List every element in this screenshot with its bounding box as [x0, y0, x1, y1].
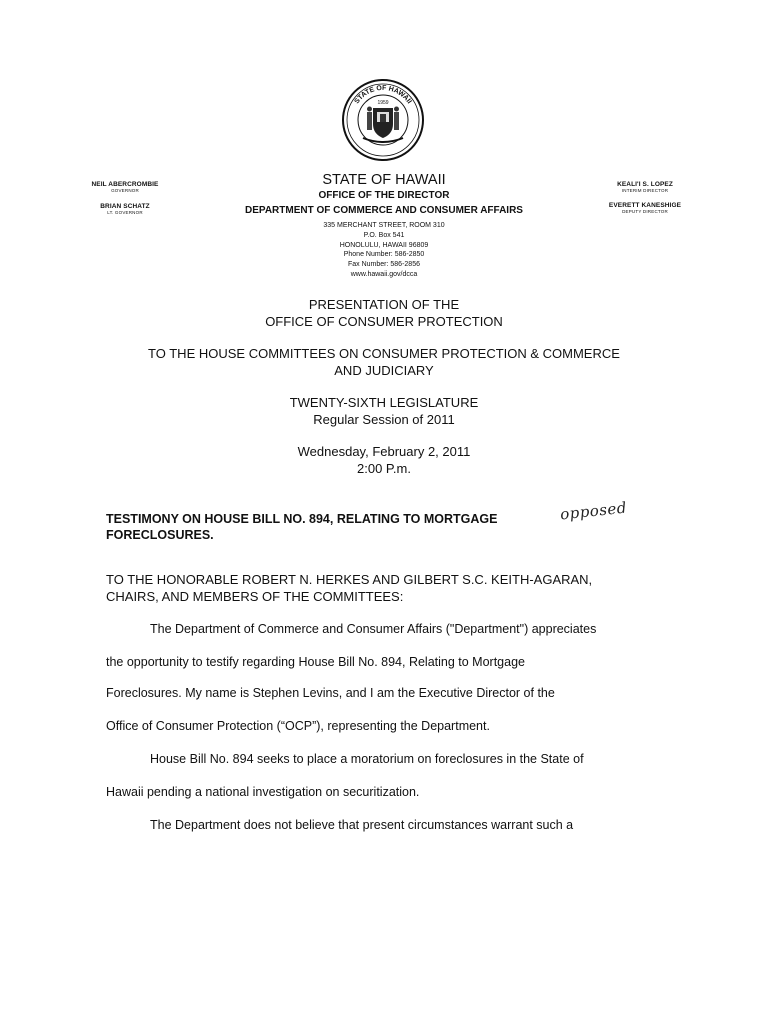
- address-line: Phone Number: 586-2850: [343, 251, 425, 259]
- address-line: Fax Number: 586-2856: [348, 261, 420, 269]
- body-line: Office of Consumer Protection (“OCP”), representing the Department.: [106, 719, 490, 733]
- department-name: DEPARTMENT OF COMMERCE AND CONSUMER AFFAIRS: [245, 205, 523, 216]
- hearing-block: [234, 444, 534, 477]
- lt-governor-block: [70, 203, 180, 215]
- governor-block: [70, 181, 180, 193]
- legislature-heading: [234, 395, 534, 428]
- presentation-line: OFFICE OF CONSUMER PROTECTION: [265, 313, 503, 329]
- salutation-line: TO THE HONORABLE ROBERT N. HERKES AND GILBERT S.C. KEITH-AGARAN,: [106, 572, 593, 587]
- body-line: Hawaii pending a national investigation on securitization.: [106, 785, 420, 799]
- state-seal: [341, 78, 425, 162]
- address-line: www.hawaii.gov/dcca: [350, 270, 418, 278]
- address-line: 335 MERCHANT STREET, ROOM 310: [323, 222, 445, 229]
- address-line: P.O. Box 541: [363, 231, 405, 239]
- body-line: The Department of Commerce and Consumer Affairs ("Department") appreciates: [150, 622, 597, 636]
- salutation: [106, 572, 666, 605]
- state-title: STATE OF HAWAII: [322, 172, 446, 188]
- legislature-line: TWENTY-SIXTH LEGISLATURE: [289, 395, 479, 410]
- lt-governor-name: BRIAN SCHATZ: [100, 203, 150, 210]
- address-block: [234, 221, 534, 280]
- committees-line: AND JUDICIARY: [334, 362, 434, 378]
- office-title: OFFICE OF THE DIRECTOR: [318, 190, 450, 201]
- body-line: the opportunity to testify regarding House Bill No. 894, Relating to Mortgage: [106, 655, 525, 669]
- body-line: The Department does not believe that present circumstances warrant such a: [150, 818, 574, 832]
- director-block: [590, 181, 700, 193]
- salutation-line: CHAIRS, AND MEMBERS OF THE COMMITTEES:: [106, 588, 404, 604]
- deputy-director-title: DEPUTY DIRECTOR: [622, 209, 668, 214]
- testimony-title: [106, 511, 566, 543]
- hearing-time: 2:00 P.m.: [357, 460, 411, 476]
- lt-governor-title: LT. GOVERNOR: [107, 210, 143, 215]
- director-name: KEALI'I S. LOPEZ: [617, 181, 673, 188]
- handwritten-note: opposed: [559, 498, 628, 524]
- deputy-director-name: EVERETT KANESHIGE: [608, 202, 682, 209]
- committees-heading: [84, 346, 684, 379]
- deputy-director-block: [590, 202, 700, 214]
- session-line: Regular Session of 2011: [313, 411, 455, 427]
- presentation-heading: [184, 297, 584, 330]
- body-line: House Bill No. 894 seeks to place a moratorium on foreclosures in the State of: [150, 752, 584, 766]
- committees-line: TO THE HOUSE COMMITTEES ON CONSUMER PROTECTION & COMMERCE: [148, 346, 620, 361]
- governor-title: GOVERNOR: [111, 188, 139, 193]
- address-line: HONOLULU, HAWAII 96809: [339, 241, 429, 249]
- hearing-date: Wednesday, February 2, 2011: [297, 444, 471, 459]
- governor-name: NEIL ABERCROMBIE: [91, 181, 159, 188]
- testimony-line: FORECLOSURES.: [106, 528, 214, 542]
- body-line: Foreclosures. My name is Stephen Levins, and I am the Executive Director of the: [106, 686, 555, 700]
- presentation-line: PRESENTATION OF THE: [308, 297, 460, 312]
- director-title: INTERIM DIRECTOR: [621, 188, 669, 193]
- seal-top-text: STATE OF HAWAII: [353, 84, 413, 106]
- testimony-line: TESTIMONY ON HOUSE BILL NO. 894, RELATING TO MORTGAGE: [106, 512, 498, 526]
- seal-year: 1959: [377, 100, 389, 106]
